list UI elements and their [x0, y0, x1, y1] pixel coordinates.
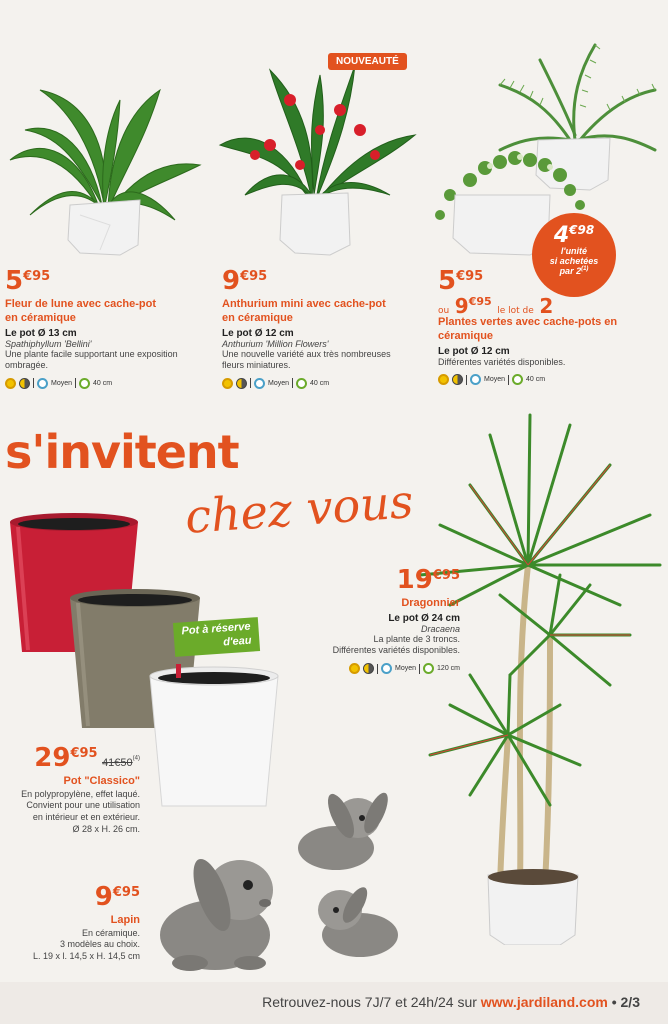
lot-price: ou $9^{€95}$ le lot de 2: [438, 294, 554, 318]
care-icons: Moyen 40 cm: [222, 378, 427, 389]
promo-bubble: $4^{€98}$ l'unité si achetées par 2$^{(1)}$: [532, 213, 616, 297]
product-title: Fleur de lune avec cache-pot en céramique: [5, 298, 156, 324]
rabbit-image-small: [310, 880, 402, 960]
rabbit-image-top: [296, 788, 392, 872]
headline-chez-vous: chez vous: [183, 474, 415, 544]
product-anthurium: [222, 268, 427, 389]
plant-image-dragonnier: [410, 405, 668, 945]
water-drop-icon: [470, 374, 481, 385]
price: $5^{€95}$: [5, 266, 51, 296]
sun-icon: [438, 374, 449, 385]
old-price: 41€50: [102, 757, 133, 769]
description: Une plante facile supportant une exposition ombragée.: [5, 348, 178, 371]
headline-sinvitent: s'invitent: [5, 425, 239, 479]
description: La plante de 3 troncs. Différentes variétés disponibles.: [332, 633, 460, 656]
price: $9^{€95}$: [94, 882, 140, 912]
product-title: Dragonnier: [401, 597, 460, 609]
pot-size: Le pot Ø 12 cm: [438, 345, 510, 357]
product-title: Pot "Classico": [63, 775, 140, 787]
half-shade-icon: [236, 378, 247, 389]
nouveaute-badge: NOUVEAUTÉ: [328, 53, 407, 70]
latin-name: Dracaena: [420, 623, 460, 634]
product-title: Anthurium mini avec cache-pot en céramique: [222, 298, 386, 324]
half-shade-icon: [452, 374, 463, 385]
page-number: • 2/3: [611, 994, 640, 1010]
latin-name: Anthurium 'Million Flowers': [222, 338, 329, 349]
water-drop-icon: [254, 378, 265, 389]
half-shade-icon: [363, 663, 374, 674]
price: $9^{€95}$: [222, 266, 268, 296]
half-shade-icon: [19, 378, 30, 389]
height-icon: [512, 374, 523, 385]
sun-icon: [222, 378, 233, 389]
website-link[interactable]: www.jardiland.com: [480, 994, 608, 1010]
description: Une nouvelle variété aux très nombreuses fleurs miniatures.: [222, 348, 391, 371]
plant-image-anthurium: [210, 35, 420, 260]
height-icon: [296, 378, 307, 389]
product-title: Plantes vertes avec cache-pots en céramique: [438, 316, 618, 342]
latin-name: Spathiphyllum 'Bellini': [5, 338, 92, 349]
care-icons: Moyen 40 cm: [5, 378, 210, 389]
sun-icon: [349, 663, 360, 674]
water-reserve-badge: Pot à réserve d'eau: [173, 617, 260, 656]
description: En céramique. 3 modèles au choix. L. 19 x l. 14,5 x H. 14,5 cm: [32, 927, 140, 962]
water-drop-icon: [381, 663, 392, 674]
product-green-plants: [438, 268, 663, 385]
pot-size: Le pot Ø 24 cm: [388, 612, 460, 624]
product-pot-classico: [5, 745, 140, 836]
height-icon: [79, 378, 90, 389]
footer: [0, 982, 668, 1024]
product-spathiphyllum: [5, 268, 210, 389]
footer-text: Retrouvez-nous 7J/7 et 24h/24 sur: [262, 994, 477, 1010]
plant-image-spathiphyllum: [0, 40, 210, 260]
product-lapin: [5, 884, 140, 963]
care-icons: Moyen 40 cm: [438, 374, 663, 385]
price-row: $29^{€95}$ 41€50$^{(4)}$: [34, 743, 140, 773]
description: En polypropylène, effet laqué. Convient pour une utilisation en intérieur et en extérieur. Ø 28 x H. 26 cm.: [21, 788, 140, 834]
rabbit-image-large: [150, 835, 290, 975]
pot-image-white: [148, 664, 280, 810]
care-icons: Moyen 120 cm: [300, 663, 460, 674]
description: Différentes variétés disponibles.: [438, 356, 566, 367]
height-icon: [423, 663, 434, 674]
sun-icon: [5, 378, 16, 389]
price: $5^{€95}$: [438, 266, 484, 296]
footer-line: [262, 994, 640, 1010]
water-drop-icon: [37, 378, 48, 389]
pot-size: Le pot Ø 13 cm: [5, 327, 77, 339]
pot-size: Le pot Ø 12 cm: [222, 327, 294, 339]
product-dragonnier: [300, 567, 460, 674]
price: $19^{€95}$: [396, 565, 460, 595]
product-title: Lapin: [110, 914, 140, 926]
